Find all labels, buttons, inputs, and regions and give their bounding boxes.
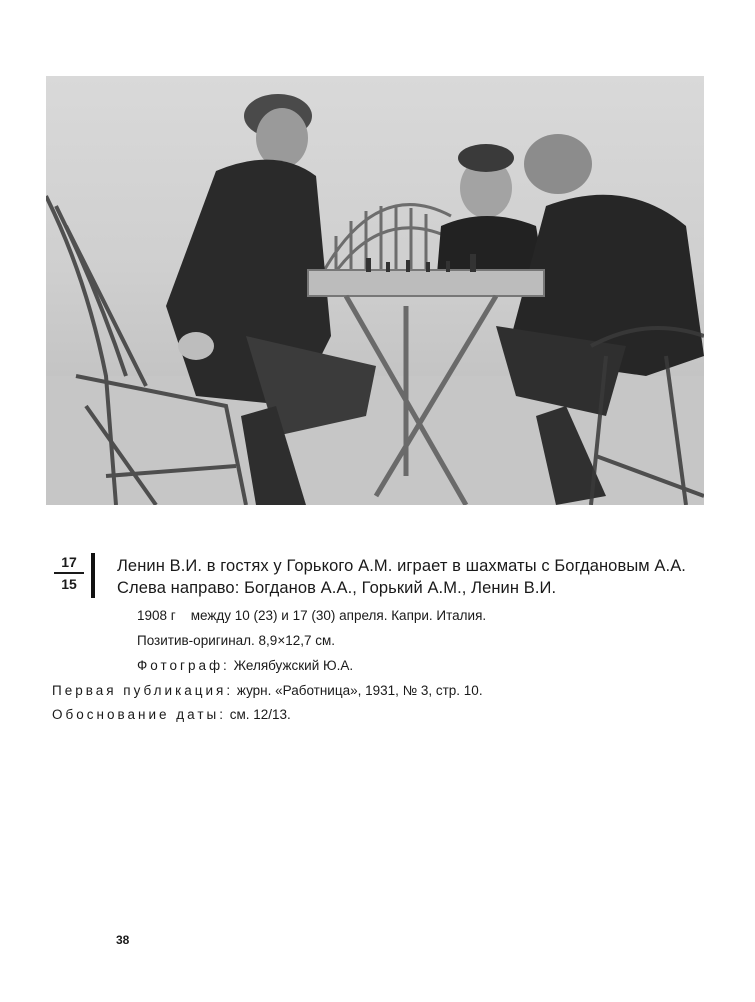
format-line: Позитив-оригинал. 8,9×12,7 см. <box>137 633 336 648</box>
photographer-name: Желябужский Ю.А. <box>233 658 354 673</box>
dating-line <box>52 707 291 722</box>
page-number: 38 <box>116 933 130 947</box>
dating-value: см. 12/13. <box>229 707 291 722</box>
catalog-number <box>52 554 86 592</box>
caption-line-1: Ленин В.И. в гостях у Горького А.М. играет в шахматы с Богдановым А.А. <box>117 557 686 575</box>
publication-label: Первая публикация: <box>52 683 234 698</box>
vertical-divider <box>91 553 95 598</box>
date-details: между 10 (23) и 17 (30) апреля. Капри. Италия. <box>190 608 487 623</box>
photo-illustration <box>46 76 704 505</box>
publication-value: журн. «Работница», 1931, № 3, стр. 10. <box>236 683 483 698</box>
catalog-number-top: 17 <box>61 554 77 570</box>
photo-caption <box>117 555 686 599</box>
date-line <box>137 608 486 623</box>
photographer-line <box>137 658 353 673</box>
photographer-label: Фотограф: <box>137 658 230 673</box>
fraction-rule <box>54 572 84 574</box>
date-year: 1908 г <box>137 608 176 623</box>
caption-line-2: Слева направо: Богданов А.А., Горький А.М., Ленин В.И. <box>117 579 557 597</box>
historical-photograph <box>46 76 704 505</box>
dating-label: Обоснование даты: <box>52 707 226 722</box>
publication-line <box>52 683 483 698</box>
catalog-number-bottom: 15 <box>61 575 77 592</box>
